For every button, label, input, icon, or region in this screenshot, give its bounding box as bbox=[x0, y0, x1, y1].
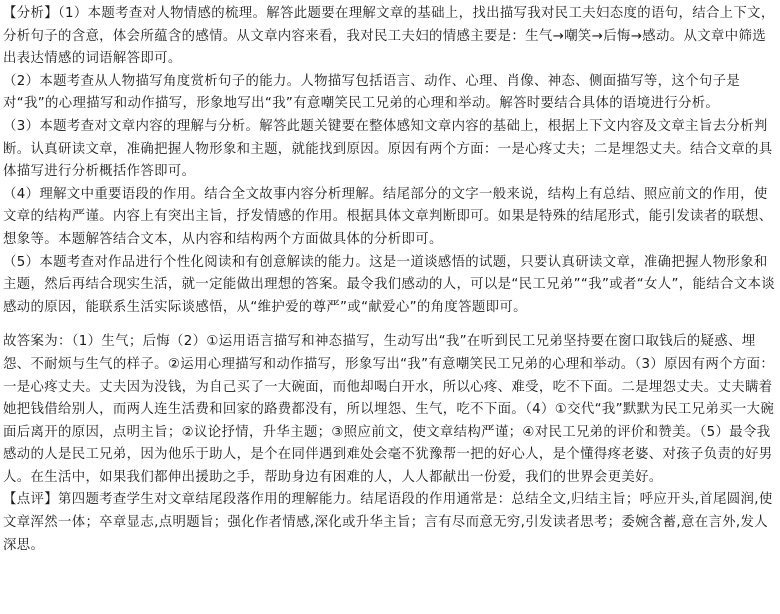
analysis-paragraph-2: （2）本题考查从人物描写角度赏析句子的能力。人物描写包括语言、动作、心理、肖像、神态、侧面描写等，这个句子是对“我”的心理描写和动作描写，形象地写出“我”有意嘲笑民工兄弟的心理和举动。解答时要结合具体的语境进行分析。 bbox=[3, 73, 741, 112]
answer-section bbox=[3, 331, 778, 489]
comment-paragraph bbox=[3, 489, 778, 557]
analysis-p1-text: （1）本题考查对人物情感的梳理。解答此题要在理解文章的基础上，找出描写我对民工夫妇态度的语句，结合上下文，分析句子的含意，体会所蕴含的感情。从文章内容来看，我对民工夫妇的情感主要是：生气→嘲笑→后悔→感动。从文章中筛选出表达情感的词语解答即可。 bbox=[3, 6, 775, 67]
answer-paragraph: 故答案为：（1）生气；后悔（2）①运用语言描写和神态描写，生动写出“我”在听到民工兄弟坚持要在窗口取钱后的疑惑、埋怨、不耐烦与生气的样子。②运用心理描写和动作描写，形象写出“我”有意嘲笑民工兄弟的心理和举动。（3）原因有两个方面：一是心疼丈夫。丈夫因为没钱，为自己买了一大碗面，而他却喝白开水，所以心疼、难受，吃不下面。二是埋怨丈夫。丈夫瞒着她把钱借给别人，而两人连生活费和回家的路费都没有，所以埋怨、生气，吃不下面。（4）①交代“我”默默为民工兄弟买一大碗面后离开的原因，点明主旨；②议论抒情，升华主题；③照应前文，使文章结构严谨；④对民工兄弟的评价和赞美。（5）最令我感动的人是民工兄弟，因为他乐于助人，是个在同伴遇到难处会毫不犹豫帮一把的好心人，是个懂得疼老婆、对孩子负责的好男人。在生活中，如果我们都伸出援助之手，帮助身边有困难的人，人人都献出一份爱，我们的世界会更美好。 bbox=[3, 334, 775, 485]
section-spacer bbox=[3, 319, 778, 331]
analysis-section bbox=[3, 3, 778, 319]
analysis-paragraph-1 bbox=[3, 3, 778, 71]
analysis-paragraph-5: （5）本题考查对作品进行个性化阅读和有创意解读的能力。这是一道谈感悟的试题，只要认真研读文章，准确把握人物形象和主题，然后再结合现实生活，就一定能做出理想的答案。最令我们感动的人，可以是“民工兄弟”“我”或者“女人”，能结合文本谈感动的原因，能联系生活实际谈感悟，从“维护爱的尊严”或“献爱心”的角度答题即可。 bbox=[3, 254, 775, 315]
analysis-paragraph-3: （3）本题考查对文章内容的理解与分析。解答此题关键要在整体感知文章内容的基础上，根据上下文内容及文章主旨去分析判断。认真研读文章，准确把握人物形象和主题，就能找到原因。原因有两个方面：一是心疼丈夫；二是埋怨丈夫。结合文章的具体描写进行分析概括作答即可。 bbox=[3, 118, 773, 180]
comment-tag: 【点评】 bbox=[3, 492, 58, 508]
comment-section bbox=[3, 489, 778, 557]
analysis-paragraph-4: （4）理解文中重要语段的作用。结合全文故事内容分析理解。结尾部分的文字一般来说，结构上有总结、照应前文的作用，使文章的结构严谨。内容上有突出主旨，抒发情感的作用。根据具体文章判断即可。如果是特殊的结尾形式，能引发读者的联想、想象等。本题解答结合文本，从内容和结构两个方面做具体的分析即可。 bbox=[3, 186, 773, 247]
analysis-tag: 【分析】 bbox=[3, 6, 58, 21]
comment-text: 第四题考查学生对文章结尾段落作用的理解能力。结尾语段的作用通常是：总结全文,归结主旨；呼应开头,首尾圆润,使文章浑然一体；卒章显志,点明题旨；强化作者情感,深化或升华主旨；言有尽而意无穷,引发读者思考；委婉含蓄,意在言外,发人深思。 bbox=[3, 492, 773, 553]
